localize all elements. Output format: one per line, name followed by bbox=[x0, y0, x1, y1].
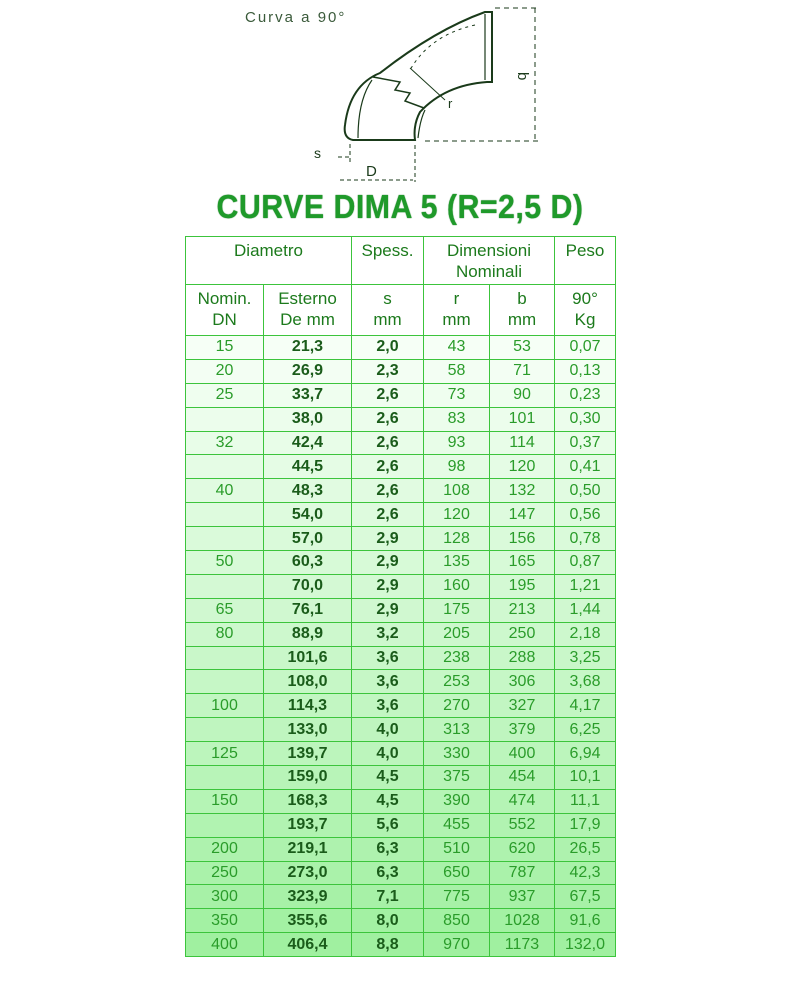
table-cell bbox=[186, 670, 264, 694]
table-row bbox=[186, 766, 616, 790]
table-cell: 2,6 bbox=[352, 407, 424, 431]
table-cell: 970 bbox=[424, 933, 490, 957]
table-cell: 775 bbox=[424, 885, 490, 909]
table-cell: 0,50 bbox=[555, 479, 616, 503]
table-cell: 330 bbox=[424, 742, 490, 766]
table-cell: 160 bbox=[424, 574, 490, 598]
table-row bbox=[186, 861, 616, 885]
table-cell: 3,6 bbox=[352, 646, 424, 670]
table-cell: 175 bbox=[424, 598, 490, 622]
elbow-90-diagram bbox=[230, 0, 570, 190]
header-diametro: Diametro bbox=[186, 237, 352, 285]
table-cell: 8,8 bbox=[352, 933, 424, 957]
table-cell: 250 bbox=[490, 622, 555, 646]
table-cell: 2,6 bbox=[352, 431, 424, 455]
table-cell: 42,4 bbox=[264, 431, 352, 455]
table-cell: 6,3 bbox=[352, 861, 424, 885]
table-cell: 0,30 bbox=[555, 407, 616, 431]
table-row bbox=[186, 479, 616, 503]
table-cell: 200 bbox=[186, 837, 264, 861]
table-cell: 0,87 bbox=[555, 551, 616, 575]
table-cell: 40 bbox=[186, 479, 264, 503]
header-peso: Peso bbox=[555, 237, 616, 285]
table-cell bbox=[186, 503, 264, 527]
table-cell: 120 bbox=[490, 455, 555, 479]
table-cell: 2,9 bbox=[352, 598, 424, 622]
table-cell: 132,0 bbox=[555, 933, 616, 957]
diagram-label-s: s bbox=[314, 145, 321, 161]
subheader-line1: Nomin. bbox=[197, 289, 252, 308]
table-cell: 455 bbox=[424, 813, 490, 837]
table-cell: 787 bbox=[490, 861, 555, 885]
table-row bbox=[186, 646, 616, 670]
table-cell: 108 bbox=[424, 479, 490, 503]
subheader-line2: De mm bbox=[280, 310, 335, 329]
table-cell: 88,9 bbox=[264, 622, 352, 646]
table-cell: 44,5 bbox=[264, 455, 352, 479]
table-cell: 4,5 bbox=[352, 789, 424, 813]
page-title: CURVE DIMA 5 (R=2,5 D) bbox=[216, 188, 584, 225]
table-cell: 4,17 bbox=[555, 694, 616, 718]
table-row bbox=[186, 359, 616, 383]
table-cell: 108,0 bbox=[264, 670, 352, 694]
table-cell: 1,21 bbox=[555, 574, 616, 598]
table-cell: 139,7 bbox=[264, 742, 352, 766]
table-cell: 1173 bbox=[490, 933, 555, 957]
table-cell: 58 bbox=[424, 359, 490, 383]
table-cell: 147 bbox=[490, 503, 555, 527]
table-cell: 80 bbox=[186, 622, 264, 646]
table-cell bbox=[186, 527, 264, 551]
table-cell: 300 bbox=[186, 885, 264, 909]
table-cell: 32 bbox=[186, 431, 264, 455]
table-cell: 213 bbox=[490, 598, 555, 622]
table-cell: 159,0 bbox=[264, 766, 352, 790]
curve-spec-table bbox=[185, 236, 616, 957]
table-cell: 552 bbox=[490, 813, 555, 837]
table-cell: 5,6 bbox=[352, 813, 424, 837]
table-cell bbox=[186, 718, 264, 742]
table-cell bbox=[186, 455, 264, 479]
table-cell: 250 bbox=[186, 861, 264, 885]
table-cell: 11,1 bbox=[555, 789, 616, 813]
table-cell: 156 bbox=[490, 527, 555, 551]
header-spess: Spess. bbox=[352, 237, 424, 285]
table-cell: 165 bbox=[490, 551, 555, 575]
table-cell: 2,0 bbox=[352, 336, 424, 360]
table-cell: 6,3 bbox=[352, 837, 424, 861]
table-cell: 288 bbox=[490, 646, 555, 670]
table-row bbox=[186, 407, 616, 431]
table-cell: 510 bbox=[424, 837, 490, 861]
table-cell: 0,13 bbox=[555, 359, 616, 383]
table-cell: 406,4 bbox=[264, 933, 352, 957]
table-cell: 238 bbox=[424, 646, 490, 670]
subheader-line1: s bbox=[383, 289, 392, 308]
table-row bbox=[186, 574, 616, 598]
table-cell: 306 bbox=[490, 670, 555, 694]
table-cell: 0,37 bbox=[555, 431, 616, 455]
subheader-1 bbox=[264, 285, 352, 336]
table-cell bbox=[186, 574, 264, 598]
subheader-5 bbox=[555, 285, 616, 336]
table-row bbox=[186, 694, 616, 718]
table-cell: 114,3 bbox=[264, 694, 352, 718]
table-cell: 219,1 bbox=[264, 837, 352, 861]
table-cell: 2,18 bbox=[555, 622, 616, 646]
table-row bbox=[186, 336, 616, 360]
table-cell: 937 bbox=[490, 885, 555, 909]
table-row bbox=[186, 670, 616, 694]
subheader-2 bbox=[352, 285, 424, 336]
table-cell: 71 bbox=[490, 359, 555, 383]
table-cell: 67,5 bbox=[555, 885, 616, 909]
diagram-label-D: D bbox=[366, 163, 377, 180]
subheader-line2: mm bbox=[507, 310, 537, 329]
table-cell: 50 bbox=[186, 551, 264, 575]
table-cell: 2,3 bbox=[352, 359, 424, 383]
table-cell: 3,2 bbox=[352, 622, 424, 646]
table-cell: 0,41 bbox=[555, 455, 616, 479]
table-row bbox=[186, 909, 616, 933]
subheader-line2: Kg bbox=[574, 310, 596, 329]
table-cell: 10,1 bbox=[555, 766, 616, 790]
table-cell: 60,3 bbox=[264, 551, 352, 575]
table-cell: 2,9 bbox=[352, 527, 424, 551]
table-cell: 15 bbox=[186, 336, 264, 360]
table-cell: 4,5 bbox=[352, 766, 424, 790]
table-cell: 7,1 bbox=[352, 885, 424, 909]
table-cell: 390 bbox=[424, 789, 490, 813]
table-cell bbox=[186, 813, 264, 837]
table-cell: 93 bbox=[424, 431, 490, 455]
table-cell: 125 bbox=[186, 742, 264, 766]
table-cell: 193,7 bbox=[264, 813, 352, 837]
table-row bbox=[186, 455, 616, 479]
table-cell: 2,6 bbox=[352, 479, 424, 503]
table-cell: 323,9 bbox=[264, 885, 352, 909]
diagram-label-r: r bbox=[448, 96, 453, 111]
table-cell: 25 bbox=[186, 383, 264, 407]
table-row bbox=[186, 622, 616, 646]
table-cell: 474 bbox=[490, 789, 555, 813]
table-cell: 8,0 bbox=[352, 909, 424, 933]
table-cell: 350 bbox=[186, 909, 264, 933]
table-row bbox=[186, 789, 616, 813]
table-cell: 21,3 bbox=[264, 336, 352, 360]
subheader-line1: b bbox=[517, 289, 527, 308]
table-row bbox=[186, 933, 616, 957]
subheader-3 bbox=[424, 285, 490, 336]
table-row bbox=[186, 598, 616, 622]
table-cell: 2,6 bbox=[352, 383, 424, 407]
table-cell: 2,6 bbox=[352, 455, 424, 479]
table-cell: 101 bbox=[490, 407, 555, 431]
diagram-label-b: b bbox=[514, 72, 531, 81]
table-cell: 73 bbox=[424, 383, 490, 407]
subheader-line1: 90° bbox=[572, 289, 598, 308]
table-cell: 3,6 bbox=[352, 694, 424, 718]
table-cell: 91,6 bbox=[555, 909, 616, 933]
table-cell: 327 bbox=[490, 694, 555, 718]
table-cell: 26,9 bbox=[264, 359, 352, 383]
table-cell: 54,0 bbox=[264, 503, 352, 527]
diagram-caption: Curva a 90° bbox=[245, 9, 347, 26]
table-cell: 76,1 bbox=[264, 598, 352, 622]
subheader-line2: mm bbox=[442, 310, 471, 329]
table-cell: 42,3 bbox=[555, 861, 616, 885]
table-cell: 120 bbox=[424, 503, 490, 527]
table-cell: 400 bbox=[490, 742, 555, 766]
table-cell: 133,0 bbox=[264, 718, 352, 742]
table-cell bbox=[186, 407, 264, 431]
subheader-line1: Esterno bbox=[278, 289, 337, 308]
table-row bbox=[186, 718, 616, 742]
table-cell: 101,6 bbox=[264, 646, 352, 670]
table-cell: 0,56 bbox=[555, 503, 616, 527]
table-cell: 375 bbox=[424, 766, 490, 790]
table-cell: 20 bbox=[186, 359, 264, 383]
table-cell: 454 bbox=[490, 766, 555, 790]
table-row bbox=[186, 551, 616, 575]
table-cell: 0,78 bbox=[555, 527, 616, 551]
table-cell: 270 bbox=[424, 694, 490, 718]
table-cell: 6,25 bbox=[555, 718, 616, 742]
table-cell bbox=[186, 646, 264, 670]
subheader-line1: r bbox=[453, 289, 460, 308]
table-cell: 3,68 bbox=[555, 670, 616, 694]
table-cell: 132 bbox=[490, 479, 555, 503]
table-cell: 205 bbox=[424, 622, 490, 646]
table-cell: 3,6 bbox=[352, 670, 424, 694]
table-row bbox=[186, 885, 616, 909]
table-row bbox=[186, 813, 616, 837]
table-cell: 83 bbox=[424, 407, 490, 431]
table-cell: 90 bbox=[490, 383, 555, 407]
table-cell: 0,23 bbox=[555, 383, 616, 407]
table-cell: 400 bbox=[186, 933, 264, 957]
table-cell bbox=[186, 766, 264, 790]
table-cell: 6,94 bbox=[555, 742, 616, 766]
table-cell: 53 bbox=[490, 336, 555, 360]
table-cell: 168,3 bbox=[264, 789, 352, 813]
table-cell: 114 bbox=[490, 431, 555, 455]
table-cell: 2,9 bbox=[352, 574, 424, 598]
table-row bbox=[186, 383, 616, 407]
table-row bbox=[186, 527, 616, 551]
table-cell: 4,0 bbox=[352, 742, 424, 766]
subheader-line2: DN bbox=[212, 310, 237, 329]
table-row bbox=[186, 837, 616, 861]
subheader-4 bbox=[490, 285, 555, 336]
table-cell: 38,0 bbox=[264, 407, 352, 431]
table-cell: 65 bbox=[186, 598, 264, 622]
table-cell: 98 bbox=[424, 455, 490, 479]
table-cell: 150 bbox=[186, 789, 264, 813]
table-cell: 57,0 bbox=[264, 527, 352, 551]
table-cell: 379 bbox=[490, 718, 555, 742]
table-cell: 850 bbox=[424, 909, 490, 933]
table-cell: 128 bbox=[424, 527, 490, 551]
table-cell: 17,9 bbox=[555, 813, 616, 837]
table-cell: 43 bbox=[424, 336, 490, 360]
table-row bbox=[186, 503, 616, 527]
table-cell: 2,6 bbox=[352, 503, 424, 527]
subheader-0 bbox=[186, 285, 264, 336]
header-dimensioni: Dimensioni Nominali bbox=[424, 237, 555, 285]
table-cell: 313 bbox=[424, 718, 490, 742]
table-cell: 48,3 bbox=[264, 479, 352, 503]
table-cell: 4,0 bbox=[352, 718, 424, 742]
table-cell: 620 bbox=[490, 837, 555, 861]
table-row bbox=[186, 431, 616, 455]
table-cell: 0,07 bbox=[555, 336, 616, 360]
table-cell: 195 bbox=[490, 574, 555, 598]
table-cell: 100 bbox=[186, 694, 264, 718]
table-cell: 70,0 bbox=[264, 574, 352, 598]
table-cell: 1028 bbox=[490, 909, 555, 933]
table-cell: 1,44 bbox=[555, 598, 616, 622]
table-cell: 355,6 bbox=[264, 909, 352, 933]
table-cell: 3,25 bbox=[555, 646, 616, 670]
table-cell: 33,7 bbox=[264, 383, 352, 407]
table-cell: 273,0 bbox=[264, 861, 352, 885]
table-cell: 253 bbox=[424, 670, 490, 694]
subheader-line2: mm bbox=[373, 310, 402, 329]
table-cell: 650 bbox=[424, 861, 490, 885]
table-cell: 2,9 bbox=[352, 551, 424, 575]
table-row bbox=[186, 742, 616, 766]
table-cell: 135 bbox=[424, 551, 490, 575]
table-cell: 26,5 bbox=[555, 837, 616, 861]
